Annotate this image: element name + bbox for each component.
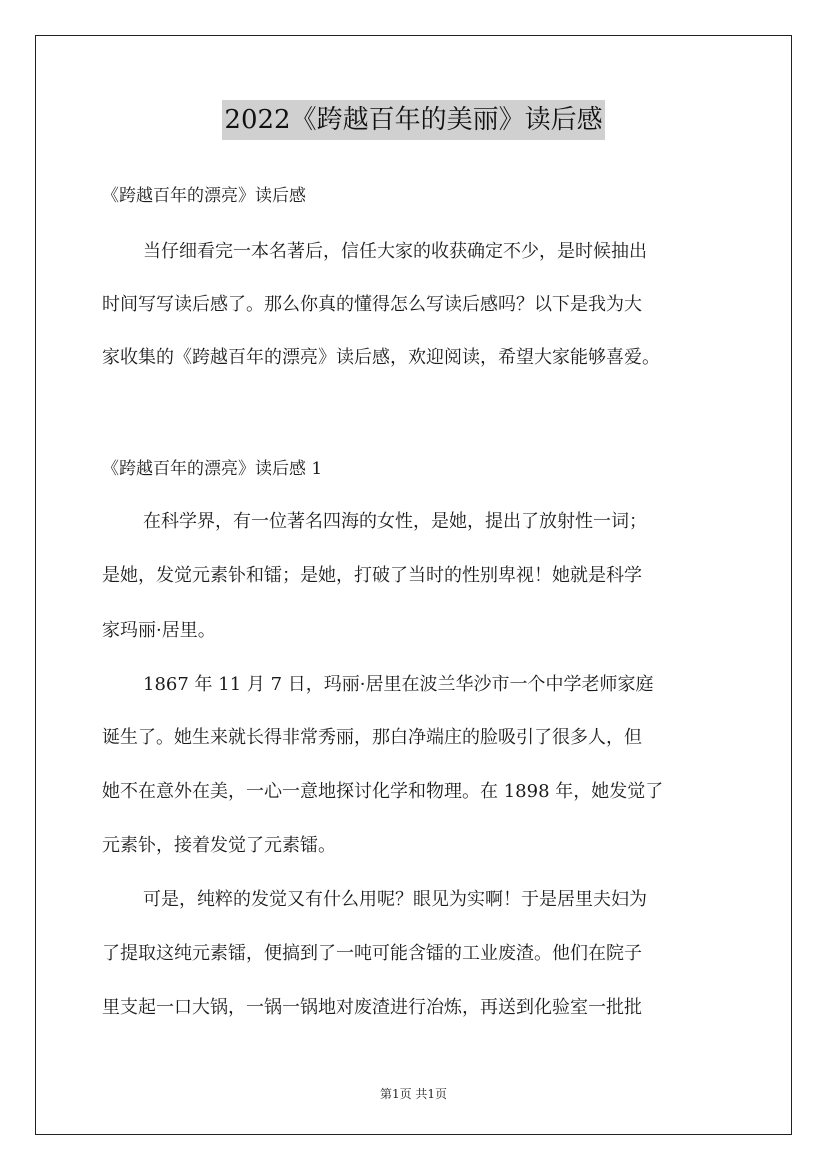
para1-line-3: 家玛丽·居里。 <box>102 620 216 641</box>
para1-line-1: 在科学界，有一位著名四海的女性，是她，提出了放射性一词； <box>143 511 647 532</box>
page-footer: 第1页 共1页 <box>379 1087 448 1101</box>
title-container <box>0 100 827 140</box>
para3-line-1: 可是，纯粹的发觉又有什么用呢？眼见为实啊！于是居里夫妇为 <box>143 889 647 910</box>
intro-line-3: 家收集的《跨越百年的漂亮》读后感，欢迎阅读，希望大家能够喜爱。 <box>102 347 660 368</box>
para2-line-3: 她不在意外在美，一心一意地探讨化学和物理。在 1898 年，她发觉了 <box>102 781 664 802</box>
document-subtitle: 《跨越百年的漂亮》读后感 <box>102 186 306 206</box>
para3-line-2: 了提取这纯元素镭，便搞到了一吨可能含镭的工业废渣。他们在院子 <box>102 943 642 964</box>
para1-line-2: 是她，发觉元素钋和镭；是她，打破了当时的性别卑视！她就是科学 <box>102 565 642 586</box>
document-title: 2022《跨越百年的美丽》读后感 <box>222 100 604 140</box>
para3-line-3: 里支起一口大锅，一锅一锅地对废渣进行冶炼，再送到化验室一批批 <box>102 997 642 1018</box>
intro-line-1: 当仔细看完一本名著后，信任大家的收获确定不少，是时候抽出 <box>143 241 647 262</box>
para2-line-2: 诞生了。她生来就长得非常秀丽，那白净端庄的脸吸引了很多人，但 <box>102 727 642 748</box>
para2-line-4: 元素钋，接着发觉了元素镭。 <box>102 835 336 856</box>
intro-line-2: 时间写写读后感了。那么你真的懂得怎么写读后感吗？以下是我为大 <box>102 294 642 315</box>
para2-line-1: 1867 年 11 月 7 日，玛丽·居里在波兰华沙市一个中学老师家庭 <box>143 674 654 695</box>
section-heading-1: 《跨越百年的漂亮》读后感 1 <box>102 459 323 479</box>
